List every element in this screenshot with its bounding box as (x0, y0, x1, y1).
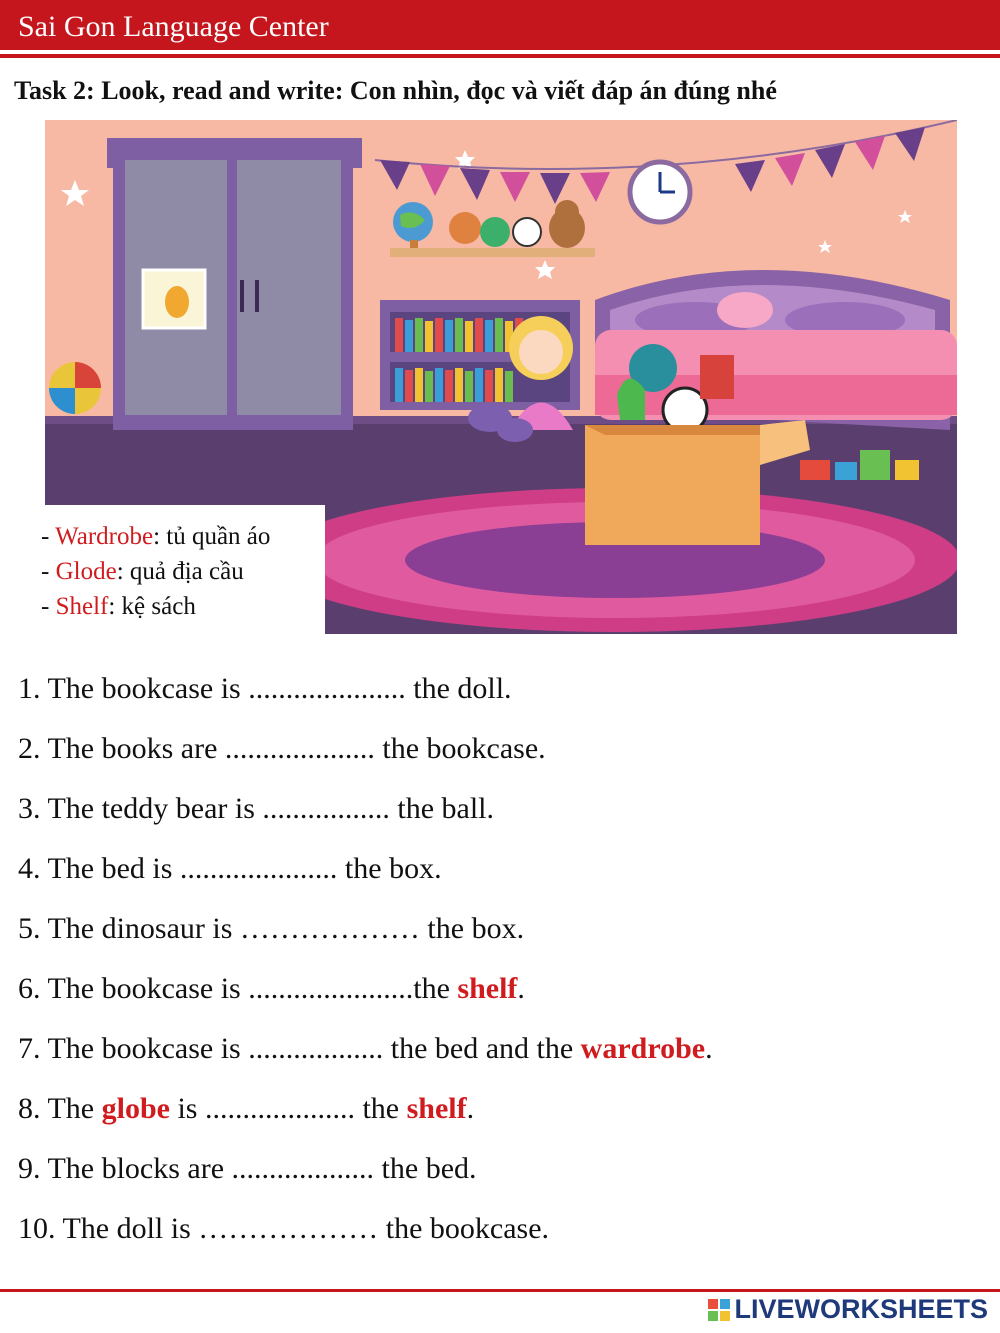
vocab-item-glode: - Glode: quả địa cầu (41, 558, 244, 585)
question-10: 10. The doll is ……………… the bookcase. (18, 1212, 550, 1245)
keyword: globe (101, 1092, 170, 1125)
question-text: 6. The bookcase is ......................the (18, 972, 458, 1005)
brand-name: LIVEWORKSHEETS (734, 1294, 988, 1324)
vocab-meaning: : tủ quần áo (153, 523, 271, 550)
vocab-word: Wardrobe (55, 523, 154, 550)
vocab-item-wardrobe: - Wardrobe: tủ quần áo (41, 523, 271, 550)
question-2: 2. The books are .................... the bookcase. (18, 732, 546, 765)
wall-clock (630, 162, 690, 222)
question-text: . (517, 972, 525, 1005)
question-4: 4. The bed is ..................... the box. (18, 852, 442, 885)
question-text: is .................... the (169, 1092, 407, 1125)
header-divider (0, 54, 1000, 58)
question-text: 8. The (18, 1092, 102, 1125)
keyword: shelf (457, 972, 518, 1005)
keyword: wardrobe (580, 1032, 706, 1065)
footer-divider (0, 1289, 1000, 1292)
vocabulary-box (41, 505, 325, 635)
header-bar (0, 0, 1000, 50)
center-name: Sai Gon Language Center (18, 10, 329, 43)
question-8 (18, 1092, 474, 1126)
vocab-word: Shelf (55, 593, 109, 620)
vocab-item-shelf: - Shelf: kệ sách (41, 593, 196, 620)
vocab-meaning: : quả địa cầu (116, 558, 244, 585)
question-text: 7. The bookcase is .................. the bed and the (18, 1032, 581, 1065)
question-9: 9. The blocks are ................... the bed. (18, 1152, 477, 1185)
question-3: 3. The teddy bear is ................. the ball. (18, 792, 495, 825)
question-5: 5. The dinosaur is ……………… the box. (18, 912, 525, 945)
question-1: 1. The bookcase is ..................... the doll. (18, 672, 512, 705)
vocab-word: Glode (55, 558, 117, 585)
beach-ball (49, 362, 101, 414)
task-title: Task 2: Look, read and write: Con nhìn, đọc và viết đáp án đúng nhé (14, 76, 777, 105)
wardrobe (107, 138, 362, 430)
question-text: . (466, 1092, 475, 1125)
liveworksheets-logo (708, 1294, 988, 1325)
vocab-meaning: : kệ sách (108, 593, 196, 620)
liveworksheets-mark-icon (708, 1299, 730, 1321)
question-7 (18, 1032, 713, 1066)
question-text: . (705, 1032, 713, 1065)
question-6 (18, 972, 525, 1006)
keyword: shelf (406, 1092, 467, 1125)
